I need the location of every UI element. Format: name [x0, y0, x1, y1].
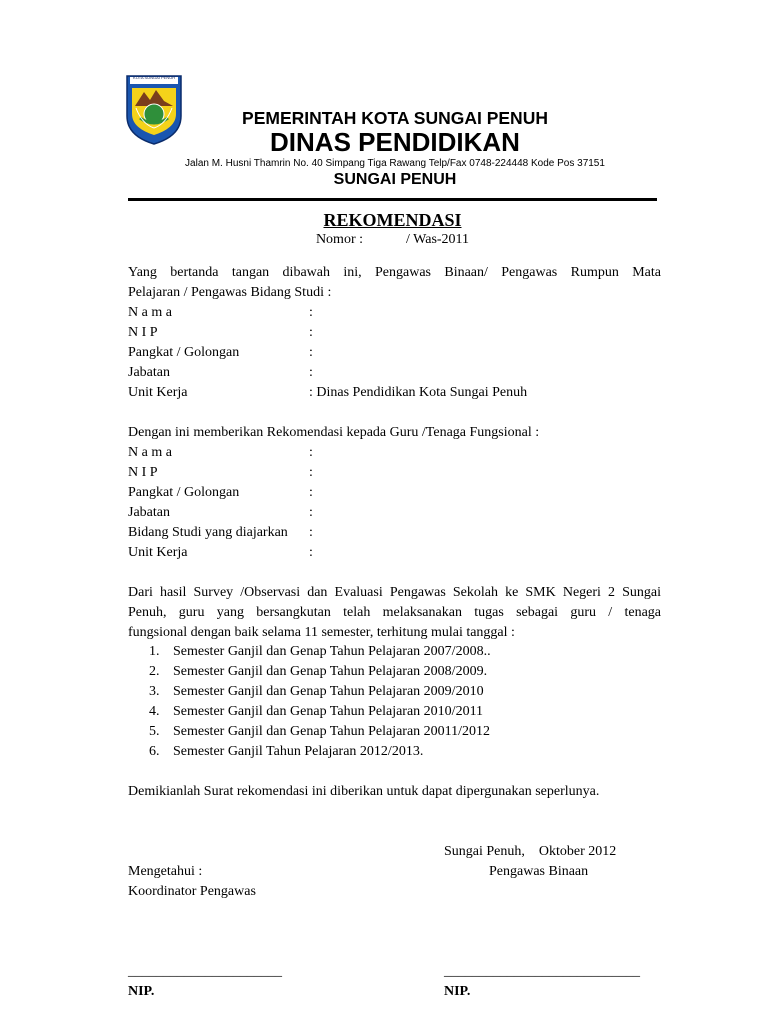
coordinator-label: Koordinator Pengawas — [128, 884, 256, 899]
intro-line-1: Yang bertanda tangan dibawah ini, Pengawas Binaan/ Pengawas Rumpun Mata — [128, 265, 661, 280]
letterhead-divider — [128, 198, 657, 201]
signer-role-right: Pengawas Binaan — [489, 864, 589, 879]
nomor-label: Nomor : — [315, 232, 363, 247]
recipient-subject-label: Bidang Studi yang diajarkan — [128, 525, 288, 540]
issuer-unit-label: Unit Kerja — [128, 385, 188, 400]
list-item-number: 6. — [149, 744, 160, 759]
list-item: Semester Ganjil Tahun Pelajaran 2012/2013. — [173, 744, 424, 759]
list-item-number: 2. — [149, 664, 160, 679]
signature-line-left: ______________________ — [128, 964, 282, 979]
nip-right: NIP. — [444, 984, 471, 999]
list-item: Semester Ganjil dan Genap Tahun Pelajaran 2007/2008.. — [173, 644, 491, 659]
recipient-rank-value: : — [309, 485, 313, 500]
signature-line-right: ____________________________ — [444, 964, 640, 979]
list-item-number: 5. — [149, 724, 160, 739]
logo-text: KOTA SUNGAI PENUH — [133, 75, 175, 80]
recipient-intro: Dengan ini memberikan Rekomendasi kepada Guru /Tenaga Fungsional : — [128, 425, 540, 440]
acknowledgement-label: Mengetahui : — [128, 864, 203, 879]
office-address: Jalan M. Husni Thamrin No. 40 Simpang Tiga Rawang Telp/Fax 0748-224448 Kode Pos 37151 — [185, 158, 605, 169]
government-name: PEMERINTAH KOTA SUNGAI PENUH — [242, 108, 548, 128]
issuer-position-label: Jabatan — [128, 365, 170, 380]
recipient-subject-value: : — [309, 525, 313, 540]
recipient-nip-value: : — [309, 465, 313, 480]
nip-left: NIP. — [128, 984, 155, 999]
intro-line-2: Pelajaran / Pengawas Bidang Studi : — [128, 285, 332, 300]
nomor-suffix: / Was-2011 — [406, 232, 470, 247]
list-item: Semester Ganjil dan Genap Tahun Pelajaran 2010/2011 — [173, 704, 484, 719]
issuer-nip-value: : — [309, 325, 313, 340]
recipient-position-value: : — [309, 505, 313, 520]
recipient-name-label: N a m a — [128, 445, 172, 460]
closing-statement: Demikianlah Surat rekomendasi ini diberikan untuk dapat dipergunakan seperlunya. — [128, 784, 600, 799]
survey-line-3: fungsional dengan baik selama 11 semester, terhitung mulai tanggal : — [128, 625, 515, 640]
recipient-position-label: Jabatan — [128, 505, 170, 520]
recipient-unit-value: : — [309, 545, 313, 560]
list-item-number: 3. — [149, 684, 160, 699]
issuer-rank-label: Pangkat / Golongan — [128, 345, 240, 360]
list-item: Semester Ganjil dan Genap Tahun Pelajaran 2008/2009. — [173, 664, 488, 679]
list-item: Semester Ganjil dan Genap Tahun Pelajaran 2009/2010 — [173, 684, 484, 699]
recipient-unit-label: Unit Kerja — [128, 545, 188, 560]
list-item-number: 4. — [149, 704, 160, 719]
document-number — [128, 232, 657, 248]
list-item-number: 1. — [149, 644, 160, 659]
place-date: Sungai Penuh, Oktober 2012 — [444, 844, 617, 859]
issuer-nip-label: N I P — [128, 325, 158, 340]
survey-line-2: Penuh, guru yang bersangkutan telah melaksanakan tugas sebagai guru / tenaga — [128, 605, 661, 620]
recipient-nip-label: N I P — [128, 465, 158, 480]
issuer-rank-value: : — [309, 345, 313, 360]
survey-line-1: Dari hasil Survey /Observasi dan Evaluasi Pengawas Sekolah ke SMK Negeri 2 Sungai — [128, 585, 661, 600]
issuer-name-label: N a m a — [128, 305, 172, 320]
office-city: SUNGAI PENUH — [333, 171, 457, 188]
issuer-unit-value: : Dinas Pendidikan Kota Sungai Penuh — [309, 385, 528, 400]
recipient-rank-label: Pangkat / Golongan — [128, 485, 240, 500]
list-item: Semester Ganjil dan Genap Tahun Pelajaran 20011/2012 — [173, 724, 491, 739]
issuer-position-value: : — [309, 365, 313, 380]
issuer-name-value: : — [309, 305, 313, 320]
recipient-name-value: : — [309, 445, 313, 460]
office-name: DINAS PENDIDIKAN — [270, 127, 520, 157]
document-title: REKOMENDASI — [323, 210, 462, 230]
